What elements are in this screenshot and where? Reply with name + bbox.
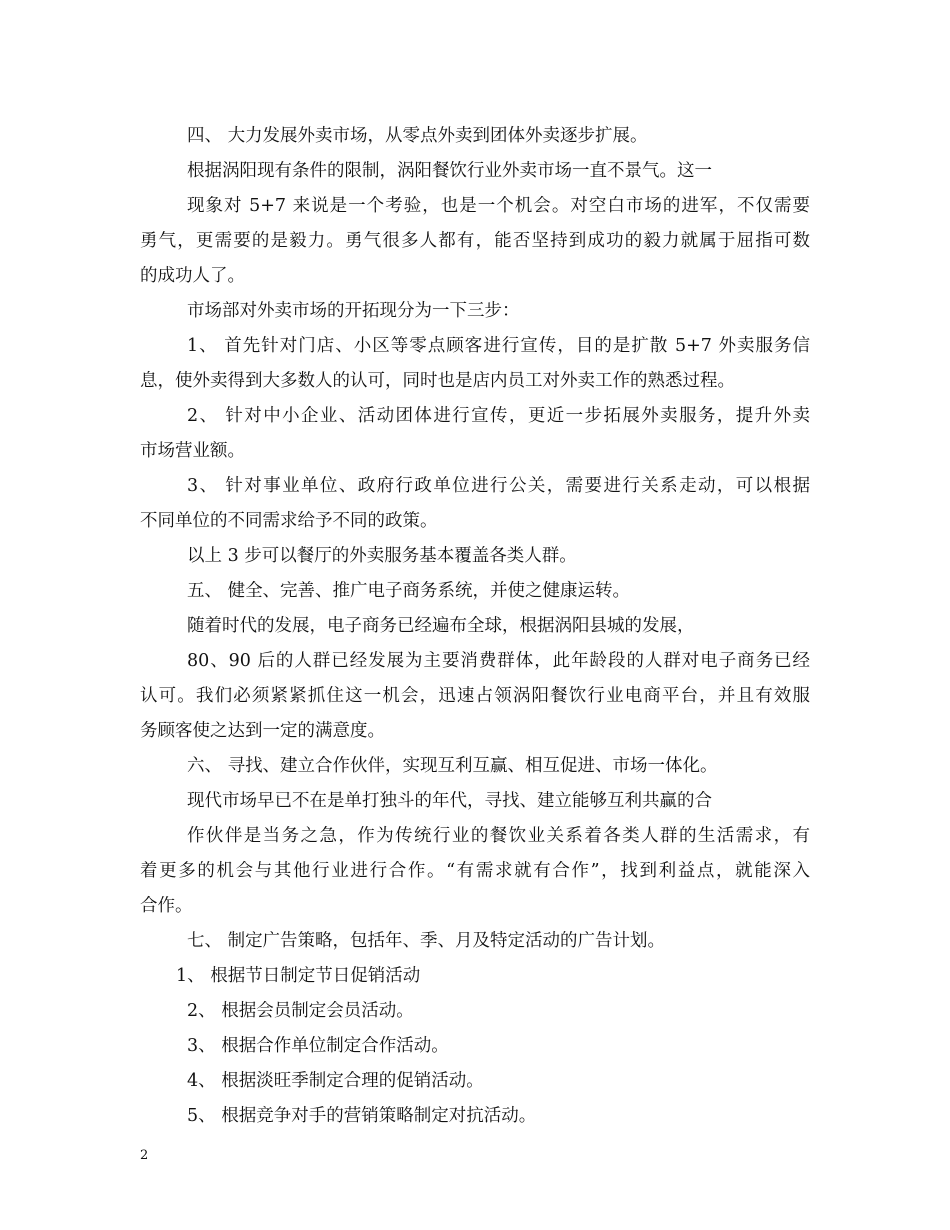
paragraph-line: 现象对 5+7 来说是一个考验，也是一个机会。对空白市场的进军，不仅需要 — [187, 196, 810, 216]
paragraph-line: 合作。 — [140, 896, 193, 916]
list-item-line: 2、 根据会员制定会员活动。 — [187, 1001, 414, 1021]
paragraph-line: 以上 3 步可以餐厅的外卖服务基本覆盖各类人群。 — [187, 546, 577, 566]
paragraph-line: 务顾客使之达到一定的满意度。 — [140, 721, 385, 741]
list-item-line: 3、 根据合作单位制定合作活动。 — [187, 1036, 449, 1056]
paragraph-line: 随着时代的发展，电子商务已经遍布全球，根据涡阳县城的发展， — [187, 616, 695, 636]
list-item-line: 2、 针对中小企业、活动团体进行宣传，更近一步拓展外卖服务，提升外卖 — [187, 406, 810, 426]
paragraph-line: 勇气，更需要的是毅力。勇气很多人都有，能否坚持到成功的毅力就属于屈指可数 — [140, 231, 810, 251]
paragraph-line: 的成功人了。 — [140, 266, 245, 286]
list-item-line: 1、 首先针对门店、小区等零点顾客进行宣传，目的是扩散 5+7 外卖服务信 — [187, 336, 810, 356]
paragraph-line: 市场部对外卖市场的开拓现分为一下三步： — [187, 301, 520, 321]
section-heading-5: 五、 健全、完善、推广电子商务系统，并使之健康运转。 — [187, 581, 631, 601]
paragraph-line: 80、90 后的人群已经发展为主要消费群体，此年龄段的人群对电子商务已经 — [187, 651, 810, 671]
section-heading-4: 四、 大力发展外卖市场，从零点外卖到团体外卖逐步扩展。 — [187, 126, 648, 146]
paragraph-line: 认可。我们必须紧紧抓住这一机会，迅速占领涡阳餐饮行业电商平台，并且有效服 — [140, 686, 810, 706]
list-item-line: 1、 根据节日制定节日促销活动 — [176, 966, 421, 986]
list-item-line: 市场营业额。 — [140, 441, 245, 461]
list-item-line: 不同单位的不同需求给予不同的政策。 — [140, 511, 438, 531]
section-heading-7: 七、 制定广告策略，包括年、季、月及特定活动的广告计划。 — [187, 931, 666, 951]
list-item-line: 3、 针对事业单位、政府行政单位进行公关，需要进行关系走动，可以根据 — [187, 476, 810, 496]
list-item-line: 5、 根据竞争对手的营销策略制定对抗活动。 — [187, 1106, 537, 1126]
paragraph-line: 根据涡阳现有条件的限制，涡阳餐饮行业外卖市场一直不景气。这一 — [187, 161, 712, 181]
page-number: 2 — [140, 1148, 149, 1163]
list-item-line: 息，使外卖得到大多数人的认可，同时也是店内员工对外卖工作的熟悉过程。 — [140, 371, 735, 391]
list-item-line: 4、 根据淡旺季制定合理的促销活动。 — [187, 1071, 484, 1091]
paragraph-line: 作伙伴是当务之急，作为传统行业的餐饮业关系着各类人群的生活需求，有 — [187, 826, 810, 846]
section-heading-6: 六、 寻找、建立合作伙伴，实现互利互赢、相互促进、市场一体化。 — [187, 756, 718, 776]
paragraph-line: 着更多的机会与其他行业进行合作。“有需求就有合作”，找到利益点，就能深入 — [140, 861, 810, 881]
paragraph-line: 现代市场早已不在是单打独斗的年代，寻找、建立能够互利共赢的合 — [187, 791, 712, 811]
